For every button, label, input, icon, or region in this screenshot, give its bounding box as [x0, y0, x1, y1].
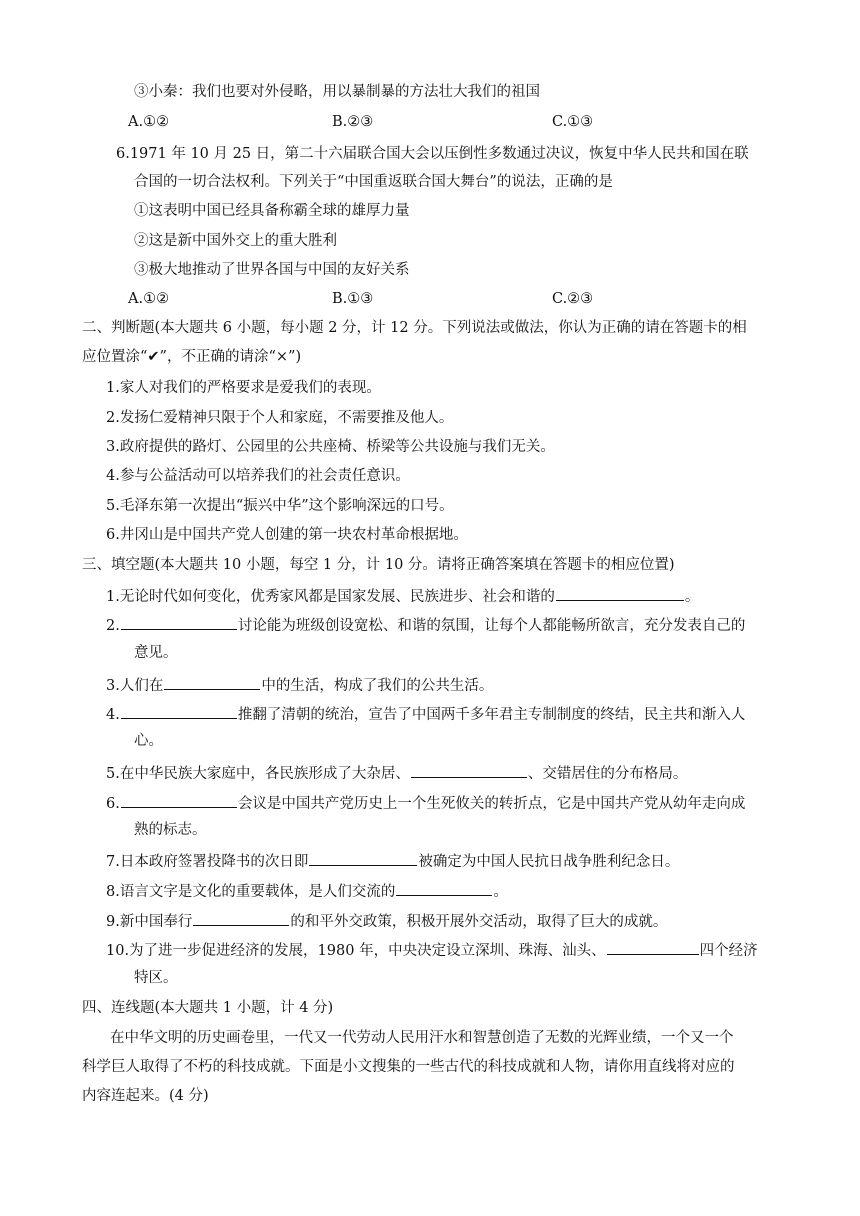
fill-item-4 — [106, 703, 745, 723]
section2-header-line2: 应位置涂“✔”，不正确的请涂“×”) — [82, 349, 302, 365]
fill-10-text-a: 10.为了进一步促进经济的发展，1980 年，中央决定设立深圳、珠海、汕头、 — [106, 943, 606, 959]
judge-item-5: 5.毛泽东第一次提出“振兴中华”这个影响深远的口号。 — [106, 498, 454, 514]
fill-item-5 — [106, 762, 687, 782]
fill-1-text-a: 1.无论时代如何变化，优秀家风都是国家发展、民族进步、社会和谐的 — [106, 589, 555, 605]
fill-4-text-b: 推翻了清朝的统治，宣告了中国两千多年君主专制制度的终结，民主共和渐入人 — [237, 707, 746, 723]
answer-blank-3[interactable] — [164, 674, 260, 690]
fill-item-6 — [106, 792, 745, 812]
fill-5-text-a: 5.在中华民族大家庭中，各民族形成了大杂居、 — [106, 766, 410, 782]
fill-item-1 — [106, 585, 699, 605]
answer-blank-10[interactable] — [607, 939, 699, 955]
judge-item-2: 2.发扬仁爱精神只限于个人和家庭，不需要推及他人。 — [106, 410, 454, 426]
fill-item-10 — [106, 939, 758, 959]
fill-8-text-a: 8.语言文字是文化的重要载体，是人们交流的 — [106, 884, 396, 900]
judge-item-1: 1.家人对我们的严格要求是爱我们的表现。 — [106, 380, 381, 396]
fill-item-7 — [106, 850, 679, 870]
section4-para-line3: 内容连起来。(4 分) — [82, 1088, 209, 1104]
q5-option-a: A.①② — [128, 114, 170, 130]
fill-10-text-c: 特区。 — [134, 970, 178, 986]
q6-stem-line1: 6.1971 年 10 月 25 日，第二十六届联合国大会以压倒性多数通过决议，恢复中华人民共和国在联 — [116, 146, 749, 162]
q5-option-b: B.②③ — [332, 114, 374, 130]
fill-item-3 — [106, 674, 493, 694]
fill-5-text-b: 、交错居住的分布格局。 — [527, 766, 688, 782]
section4-header: 四、连线题(本大题共 1 小题，计 4 分) — [82, 1000, 334, 1016]
fill-item-8 — [106, 880, 508, 900]
answer-blank-1[interactable] — [556, 585, 684, 601]
section4-para-line2: 科学巨人取得了不朽的科技成就。下面是小文搜集的一些古代的科技成就和人物，请你用直线将对应的 — [82, 1059, 735, 1075]
q5-option-c: C.①③ — [552, 114, 594, 130]
fill-1-text-b: 。 — [684, 589, 700, 605]
q6-item-3: ③极大地推动了世界各国与中国的友好关系 — [134, 262, 410, 278]
fill-7-text-a: 7.日本政府签署投降书的次日即 — [106, 854, 309, 870]
fill-item-9 — [106, 910, 667, 930]
answer-blank-2[interactable] — [121, 614, 237, 630]
fill-6-text-b: 会议是中国共产党历史上一个生死攸关的转折点，它是中国共产党从幼年走向成 — [237, 796, 746, 812]
fill-3-text-a: 3.人们在 — [106, 678, 164, 694]
answer-blank-5[interactable] — [411, 762, 527, 778]
answer-blank-4[interactable] — [121, 703, 237, 719]
section4-para-line1: 在中华文明的历史画卷里，一代又一代劳动人民用汗水和智慧创造了无数的光辉业绩，一个又一个 — [110, 1030, 734, 1046]
fill-2-text-c: 意见。 — [134, 645, 178, 661]
fill-9-text-a: 9.新中国奉行 — [106, 914, 193, 930]
fill-3-text-b: 中的生活，构成了我们的公共生活。 — [261, 678, 494, 694]
answer-blank-8[interactable] — [396, 880, 492, 896]
q6-option-c: C.②③ — [552, 291, 594, 307]
fill-item-2 — [106, 614, 745, 634]
fill-6-text-a: 6. — [106, 796, 120, 812]
q6-item-2: ②这是新中国外交上的重大胜利 — [134, 233, 337, 249]
answer-blank-6[interactable] — [121, 792, 237, 808]
answer-blank-9[interactable] — [193, 910, 289, 926]
q6-stem-line2: 合国的一切合法权利。下列关于“中国重返联合国大舞台”的说法，正确的是 — [134, 174, 613, 190]
fill-10-text-b: 四个经济 — [699, 943, 758, 959]
q6-option-b: B.①③ — [332, 291, 374, 307]
fill-9-text-b: 的和平外交政策，积极开展外交活动，取得了巨大的成就。 — [290, 914, 668, 930]
fill-7-text-b: 被确定为中国人民抗日战争胜利纪念日。 — [418, 854, 680, 870]
section2-header-line1: 二、判断题(本大题共 6 小题，每小题 2 分，计 12 分。下列说法或做法，你认为正确的请在答题卡的相 — [82, 320, 747, 336]
answer-blank-7[interactable] — [309, 850, 417, 866]
fill-2-text-a: 2. — [106, 618, 120, 634]
fill-4-text-a: 4. — [106, 707, 120, 723]
section3-header: 三、填空题(本大题共 10 小题，每空 1 分，计 10 分。请将正确答案填在答题卡的相应位置) — [82, 557, 675, 573]
judge-item-6: 6.井冈山是中国共产党人创建的第一块农村革命根据地。 — [106, 527, 468, 543]
fill-4-text-c: 心。 — [134, 733, 163, 749]
fill-8-text-b: 。 — [493, 884, 508, 900]
q6-option-a: A.①② — [128, 291, 170, 307]
fill-2-text-b: 讨论能为班级创设宽松、和谐的氛围，让每个人都能畅所欲言，充分发表自己的 — [237, 618, 746, 634]
q6-item-1: ①这表明中国已经具备称霸全球的雄厚力量 — [134, 203, 410, 219]
judge-item-3: 3.政府提供的路灯、公园里的公共座椅、桥梁等公共设施与我们无关。 — [106, 439, 555, 455]
judge-item-4: 4.参与公益活动可以培养我们的社会责任意识。 — [106, 468, 410, 484]
q5-item-3: ③小秦：我们也要对外侵略，用以暴制暴的方法壮大我们的祖国 — [134, 84, 540, 100]
fill-6-text-c: 熟的标志。 — [134, 822, 207, 838]
